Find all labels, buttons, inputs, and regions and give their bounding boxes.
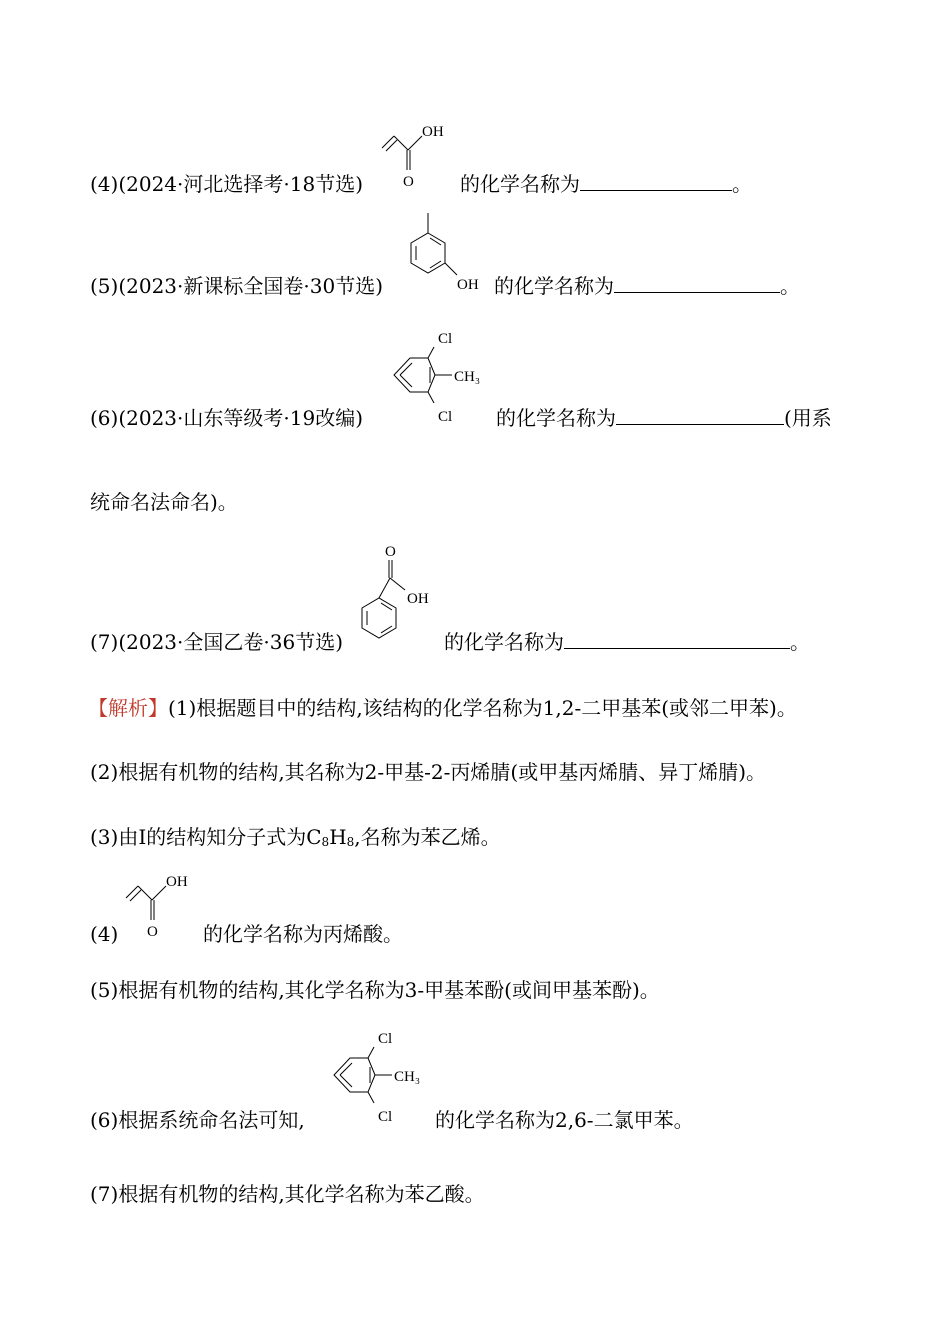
question-7	[90, 630, 343, 654]
q4-suffix: 的化学名称为	[460, 172, 580, 196]
question-5	[90, 274, 383, 298]
oh-label: OH	[422, 124, 444, 140]
acrylic-acid-structure	[122, 870, 202, 945]
cl-label: Cl	[438, 409, 453, 425]
q7-prefix: (7)(2023·全国乙卷·36节选)	[90, 630, 343, 654]
analysis-1: 【解析】(1)根据题目中的结构,该结构的化学名称为1,2-二甲基苯(或邻二甲苯)。	[88, 696, 797, 720]
dichlorotoluene-structure	[390, 325, 500, 430]
cl-label: Cl	[438, 331, 453, 347]
ch3-label: CH₃	[394, 1069, 421, 1085]
analysis-6-tail: 的化学名称为2,6-二氯甲苯。	[435, 1108, 694, 1132]
dichlorotoluene-structure	[330, 1025, 440, 1130]
ch3-label: CH₃	[454, 369, 481, 385]
q4-prefix: (4)(2024·河北选择考·18节选)	[90, 172, 363, 196]
analysis-3: (3)由Ⅰ的结构知分子式为$C_8H_8$,名称为苯乙烯。	[90, 825, 501, 849]
analysis-tag: 【解析】	[88, 696, 168, 720]
analysis-6: (6)根据系统命名法可知,	[90, 1108, 305, 1132]
oh-label: OH	[407, 591, 429, 607]
question-6-continuation: 统命名法命名)。	[90, 490, 238, 514]
analysis-7: (7)根据有机物的结构,其化学名称为苯乙酸。	[90, 1182, 485, 1206]
o-label: O	[147, 924, 158, 940]
analysis-2: (2)根据有机物的结构,其名称为2-甲基-2-丙烯腈(或甲基丙烯腈、异丁烯腈)。	[90, 760, 767, 784]
analysis-4: (4)	[90, 922, 119, 946]
question-6-tail: 的化学名称为 (用系	[496, 406, 832, 430]
question-7-tail: 的化学名称为 。	[444, 630, 810, 654]
question-4-tail: 的化学名称为 。	[460, 172, 752, 196]
analysis-4-tail: 的化学名称为丙烯酸。	[203, 922, 403, 946]
acrylic-acid-structure	[378, 120, 458, 195]
o-label: O	[403, 174, 414, 190]
analysis-5: (5)根据有机物的结构,其化学名称为3-甲基苯酚(或间甲基苯酚)。	[90, 978, 660, 1002]
answer-blank[interactable]	[616, 406, 784, 425]
cl-label: Cl	[378, 1031, 393, 1047]
question-6	[90, 406, 363, 430]
question-5-tail: 的化学名称为 。	[494, 274, 800, 298]
oh-label: OH	[457, 277, 479, 293]
answer-blank[interactable]	[580, 172, 732, 191]
answer-blank[interactable]	[564, 630, 790, 649]
cl-label: Cl	[378, 1109, 393, 1125]
m-cresol-structure	[395, 205, 495, 300]
q5-prefix: (5)(2023·新课标全国卷·30节选)	[90, 274, 383, 298]
q6-prefix: (6)(2023·山东等级考·19改编)	[90, 406, 363, 430]
phenylacetic-acid-structure	[355, 540, 445, 655]
oh-label: OH	[166, 874, 188, 890]
answer-blank[interactable]	[614, 274, 780, 293]
question-4	[90, 172, 363, 196]
o-label: O	[385, 544, 396, 560]
